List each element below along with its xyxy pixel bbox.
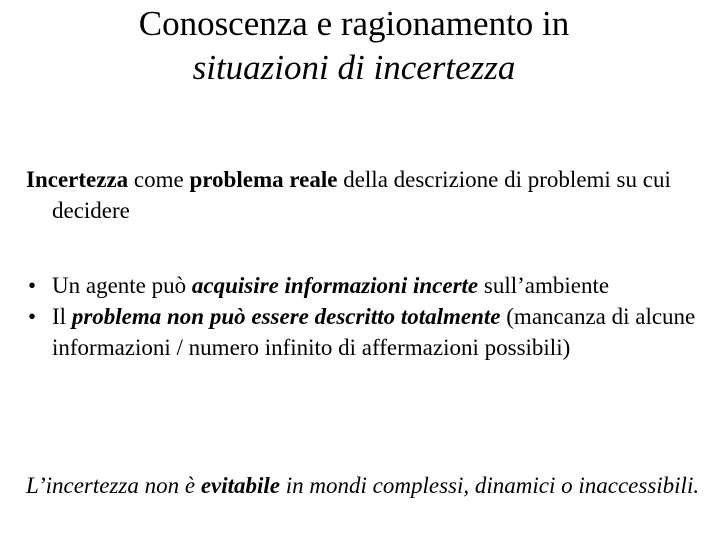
bullet-marker: • <box>28 304 37 329</box>
bullet-2-pre: Il <box>52 304 72 329</box>
bullet-1-post: sull’ambiente <box>478 273 610 298</box>
conclusion-post: in mondi complessi, dinamici o inaccessibili. <box>280 473 700 498</box>
bullet-list <box>26 270 716 363</box>
conclusion-pre: L’incertezza non è <box>26 473 201 498</box>
intro-term-incertezza: Incertezza <box>26 167 129 192</box>
bullet-item-agent <box>26 270 716 301</box>
bullet-2-post: (mancanza di alcune informazioni / numero infinito di affermazioni possibili) <box>52 304 696 360</box>
conclusion-emphasis: evitabile <box>200 473 281 498</box>
bullet-2-emphasis: problema non può essere descritto totalmente <box>71 304 501 329</box>
slide-title <box>0 2 708 90</box>
bullet-1-pre: Un agente può <box>52 273 192 298</box>
intro-term-problema-reale: problema reale <box>189 167 338 192</box>
bullet-marker: • <box>28 273 37 298</box>
conclusion-paragraph <box>26 470 720 501</box>
intro-text-1: come <box>128 167 190 192</box>
intro-text-2: della descrizione di problemi su cui decidere <box>52 167 671 223</box>
bullet-item-problem <box>26 301 716 363</box>
bullet-1-emphasis: acquisire informazioni incerte <box>191 273 479 298</box>
intro-paragraph <box>26 164 720 226</box>
title-line-1: Conoscenza e ragionamento in <box>138 4 570 43</box>
title-line-2: situazioni di incertezza <box>192 48 516 87</box>
